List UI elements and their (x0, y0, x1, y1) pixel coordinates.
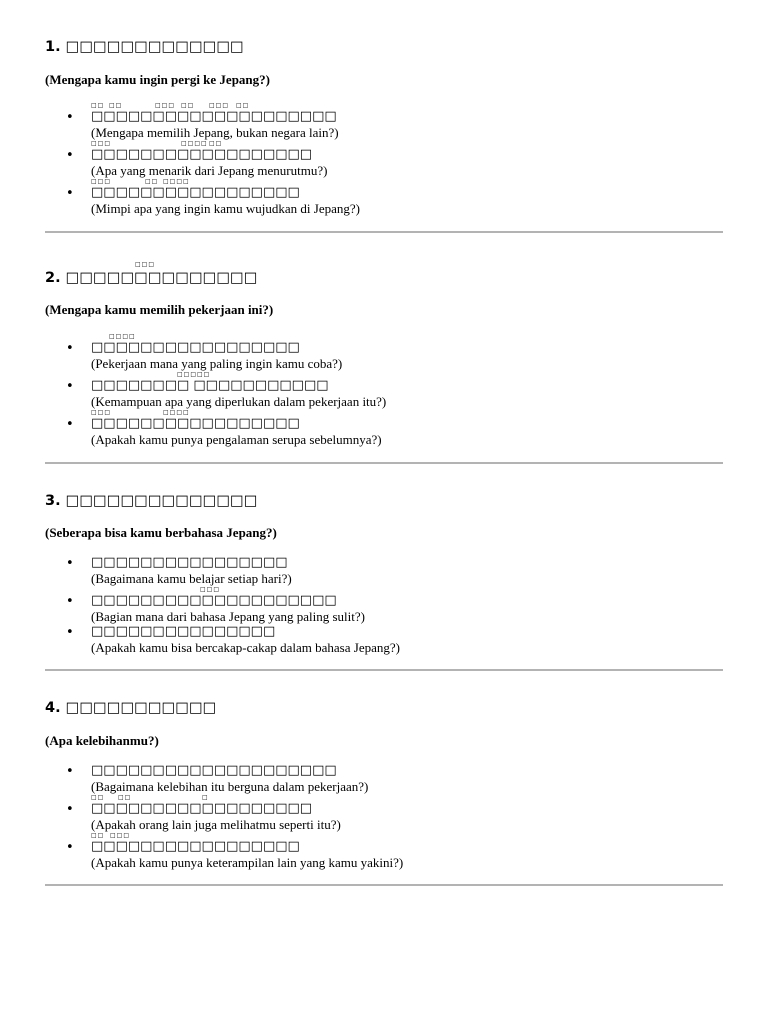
furigana: □□□□ (163, 178, 190, 185)
furigana: □□ (181, 102, 195, 109)
question-japanese: □□□□□□□□□□□□□□□□□□ (91, 147, 313, 162)
list-item (45, 832, 723, 872)
list-item (45, 140, 723, 180)
list-item (45, 333, 723, 373)
furigana: □□□ (200, 586, 221, 593)
question-japanese: □□□□□□□□ □□□□□□□□□□□ (91, 378, 329, 393)
section-divider (45, 231, 723, 233)
list-item (45, 554, 723, 588)
furigana: □□□ (110, 832, 131, 839)
section-subtitle: (Apa kelebihanmu?) (45, 733, 159, 748)
question-indonesian: (Bagian mana dari bahasa Jepang yang paling sulit?) (91, 609, 365, 624)
furigana: □□ (236, 102, 250, 109)
bullet-icon: • (66, 625, 74, 640)
question-japanese: □□□□□□□□□□□□□□□□□ (91, 839, 300, 854)
question-indonesian: (Apakah kamu bisa bercakap-cakap dalam bahasa Jepang?) (91, 640, 400, 655)
section-title: 1. □□□□□□□□□□□□□ (45, 39, 244, 55)
bullet-icon: • (66, 341, 74, 356)
bullet-icon: • (66, 110, 74, 125)
question-indonesian: (Kemampuan apa yang diperlukan dalam pekerjaan itu?) (91, 394, 387, 409)
furigana: □□□ (91, 178, 112, 185)
furigana: □□□ (91, 409, 112, 416)
furigana: □□ (91, 794, 105, 801)
furigana: □□□□ (163, 409, 190, 416)
question-japanese: □□□□□□□□□□□□□□□□□□□□ (91, 109, 337, 124)
list-item (45, 178, 723, 218)
question-indonesian: (Apakah orang lain juga melihatmu seperti itu?) (91, 817, 341, 832)
list-item (45, 762, 723, 796)
furigana: □□ (118, 794, 132, 801)
section-title: 2. □□□□□□□□□□□□□□ (45, 270, 258, 286)
list-item (45, 409, 723, 449)
list-item (45, 102, 723, 142)
section-subtitle: (Seberapa bisa kamu berbahasa Jepang?) (45, 525, 277, 540)
bullet-icon: • (66, 148, 74, 163)
list-item (45, 371, 723, 411)
furigana: □□□□ (181, 140, 208, 147)
question-indonesian: (Bagaimana kamu belajar setiap hari?) (91, 571, 292, 586)
section-title: 3. □□□□□□□□□□□□□□ (45, 493, 258, 509)
question-japanese: □□□□□□□□□□□□□□□□□ (91, 416, 300, 431)
question-japanese: □□□□□□□□□□□□□□□□□□ (91, 801, 313, 816)
furigana: □□ (209, 140, 223, 147)
question-japanese: □□□□□□□□□□□□□□□□ (91, 555, 288, 570)
bullet-icon: • (66, 764, 74, 779)
question-indonesian: (Mengapa memilih Jepang, bukan negara lain?) (91, 125, 339, 140)
bullet-icon: • (66, 379, 74, 394)
list-item (45, 794, 723, 834)
question-indonesian: (Apa yang menarik dari Jepang menurutmu?) (91, 163, 328, 178)
bullet-icon: • (66, 840, 74, 855)
furigana: □□ (109, 102, 123, 109)
furigana: □□□ (155, 102, 176, 109)
question-indonesian: (Mimpi apa yang ingin kamu wujudkan di Jepang?) (91, 201, 360, 216)
list-item (45, 586, 723, 626)
section-title: 4. □□□□□□□□□□□ (45, 700, 217, 716)
section-divider (45, 462, 723, 464)
question-japanese: □□□□□□□□□□□□□□□□□□□□ (91, 593, 337, 608)
section-subtitle: (Mengapa kamu ingin pergi ke Jepang?) (45, 72, 270, 87)
bullet-icon: • (66, 417, 74, 432)
question-japanese: □□□□□□□□□□□□□□□□□ (91, 340, 300, 355)
section-divider (45, 669, 723, 671)
furigana: □□□ (91, 140, 112, 147)
furigana: □□ (91, 102, 105, 109)
question-indonesian: (Bagaimana kelebihan itu berguna dalam pekerjaan?) (91, 779, 369, 794)
bullet-icon: • (66, 556, 74, 571)
question-indonesian: (Apakah kamu punya keterampilan lain yang kamu yakini?) (91, 855, 404, 870)
question-indonesian: (Apakah kamu punya pengalaman serupa sebelumnya?) (91, 432, 382, 447)
list-item (45, 623, 723, 657)
furigana: □□□ (135, 261, 156, 268)
furigana: □□□ (209, 102, 230, 109)
question-japanese: □□□□□□□□□□□□□□□□□ (91, 185, 300, 200)
section-subtitle: (Mengapa kamu memilih pekerjaan ini?) (45, 302, 274, 317)
furigana: □□□□ (109, 333, 136, 340)
question-japanese: □□□□□□□□□□□□□□□ (91, 624, 276, 639)
furigana: □ (202, 794, 209, 801)
bullet-icon: • (66, 594, 74, 609)
furigana: □□ (145, 178, 159, 185)
question-japanese: □□□□□□□□□□□□□□□□□□□□ (91, 763, 337, 778)
question-indonesian: (Pekerjaan mana yang paling ingin kamu coba?) (91, 356, 343, 371)
furigana: □□ (91, 832, 105, 839)
bullet-icon: • (66, 186, 74, 201)
furigana: □□□□□ (177, 371, 211, 378)
section-divider (45, 884, 723, 886)
bullet-icon: • (66, 802, 74, 817)
